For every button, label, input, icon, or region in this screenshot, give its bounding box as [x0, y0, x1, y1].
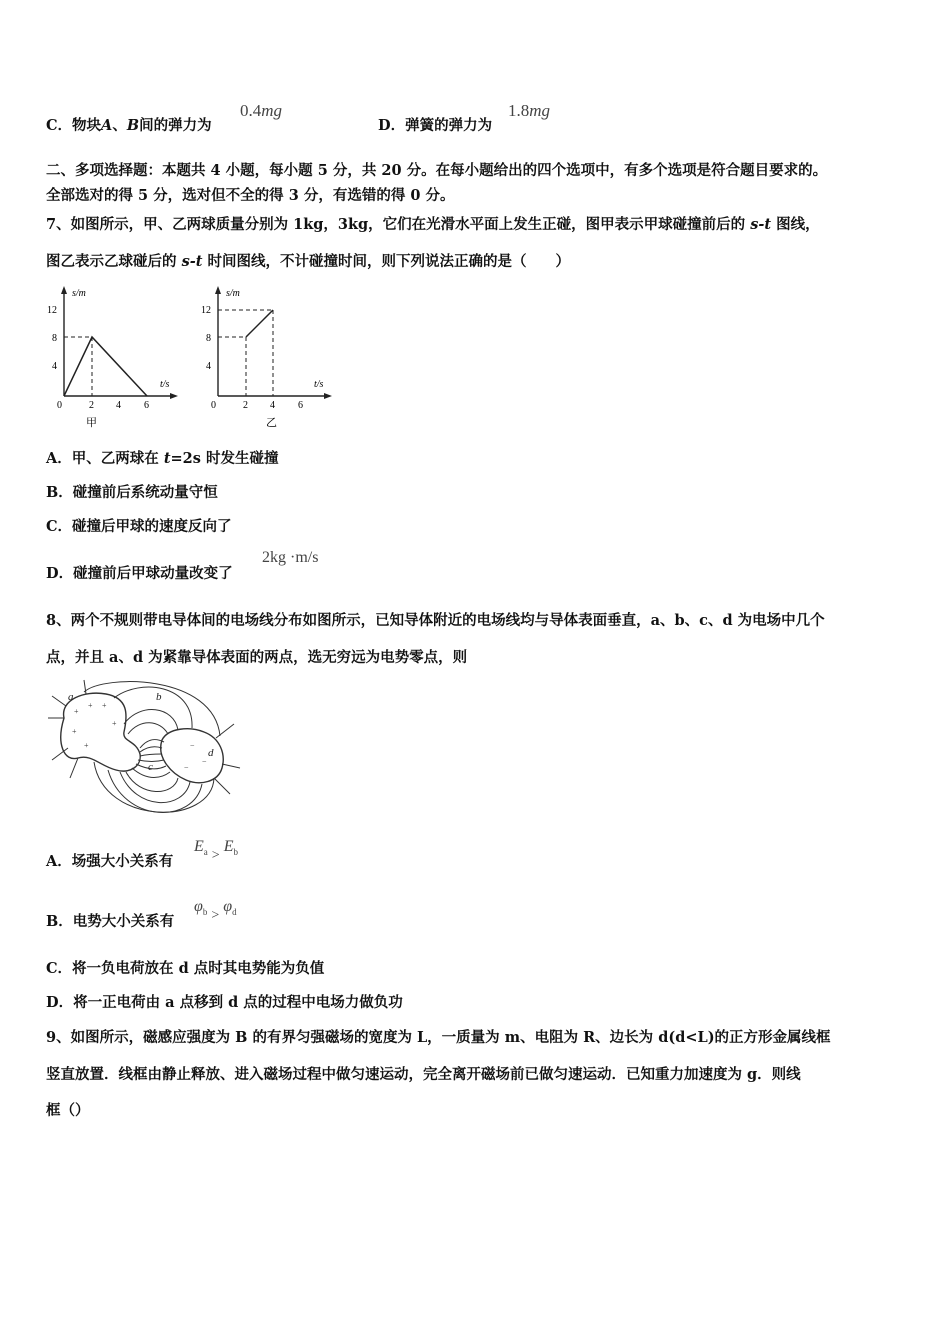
graph-jia [42, 282, 182, 430]
graph-jia-ytick-12: 12 [47, 305, 57, 316]
graph-jia-ytick-4: 4 [52, 361, 57, 372]
graph-yi-xtick-4: 4 [270, 400, 275, 411]
graph-jia-x-label: t/s [160, 379, 170, 390]
right-conductor [161, 729, 223, 783]
graph-yi-y-arrow [215, 286, 221, 294]
point-label-a: a [68, 691, 74, 703]
graph-yi-xtick-0: 0 [211, 400, 216, 411]
graph-yi-x-arrow [324, 393, 332, 399]
q7-option-b: B．碰撞前后系统动量守恒 [46, 484, 218, 501]
graph-jia-xtick-0: 0 [57, 400, 62, 411]
graph-jia-xtick-4: 4 [116, 400, 121, 411]
plus-sign: + [84, 741, 89, 750]
field-lines-figure [44, 678, 244, 828]
q9-stem-line3: 框（） [46, 1102, 90, 1119]
minus-sign: − [190, 741, 195, 750]
q6-option-d-math: 1.8mg [508, 101, 551, 120]
plus-sign: + [88, 701, 93, 710]
point-label-d: d [208, 747, 214, 759]
q8-option-d: D．将一正电荷由 a 点移到 d 点的过程中电场力做负功 [46, 994, 403, 1011]
field-line [214, 778, 230, 794]
minus-sign: − [202, 757, 207, 766]
graph-jia-caption: 甲 [86, 417, 97, 429]
graph-yi-xtick-6: 6 [298, 400, 303, 411]
field-line [94, 762, 214, 812]
graph-yi-y-label: s/m [226, 288, 240, 299]
graph-yi-xtick-2: 2 [243, 400, 248, 411]
q8-stem-line2: 点，并且 a、d 为紧靠导体表面的两点，选无穷远为电势零点，则 [46, 649, 468, 666]
q8-option-a: A．场强大小关系有 [46, 853, 174, 870]
field-line [70, 758, 78, 778]
field-line [52, 696, 66, 706]
q7-option-d: D．碰撞前后甲球动量改变了 [46, 565, 233, 582]
graph-jia-xtick-6: 6 [144, 400, 149, 411]
plus-sign: + [102, 701, 107, 710]
graph-jia-y-label: s/m [72, 288, 86, 299]
q6-option-d: D．弹簧的弹力为 [378, 117, 493, 134]
q8-option-a-math: $E_a > E_b$ [194, 838, 238, 863]
graph-jia-ytick-8: 8 [52, 333, 57, 344]
graph-yi-ytick-12: 12 [201, 305, 211, 316]
graph-jia-x-arrow [170, 393, 178, 399]
graph-yi-ytick-4: 4 [206, 361, 211, 372]
graph-jia-y-arrow [61, 286, 67, 294]
point-label-b: b [156, 691, 162, 703]
graph-yi [196, 282, 336, 430]
field-line [140, 747, 162, 752]
q8-stem-line1: 8、两个不规则带电导体间的电场线分布如图所示，已知导体附近的电场线均与导体表面垂直，a、b、c、d 为电场中几个 [46, 612, 825, 629]
q9-stem-line2: 竖直放置．线框由静止释放、进入磁场过程中做匀速运动，完全离开磁场前已做匀速运动．已知重力加速度为 g．则线 [46, 1066, 801, 1083]
graph-yi-x-label: t/s [314, 379, 324, 390]
q8-option-b-math: $\varphi_b > \varphi_d$ [194, 898, 237, 923]
plus-sign: + [112, 719, 117, 728]
q7-option-d-math: 2kg ·m/s [262, 549, 319, 566]
minus-sign: − [184, 763, 189, 772]
field-line [222, 764, 240, 768]
field-line [140, 754, 162, 756]
section2-heading-line2: 全部选对的得 5 分，选对但不全的得 3 分，有选错的得 0 分。 [46, 187, 455, 204]
field-line [124, 710, 178, 730]
field-line [126, 772, 178, 792]
q8-option-c: C．将一负电荷放在 d 点时其电势能为负值 [46, 960, 325, 977]
graph-yi-line [246, 310, 273, 337]
field-line [128, 723, 168, 734]
q6-option-c-math: 0.4mg [240, 101, 283, 120]
q8-option-b: B．电势大小关系有 [46, 913, 175, 930]
graph-jia-xtick-2: 2 [89, 400, 94, 411]
field-line [216, 724, 234, 738]
point-label-c: c [148, 761, 153, 773]
section2-heading-line1: 二、多项选择题：本题共 4 小题，每小题 5 分，共 20 分。在每小题给出的四个选项中，有多个选项是符合题目要求的。 [46, 162, 828, 179]
graph-jia-line [64, 337, 147, 396]
q6-option-c: C．物块A、B间的弹力为 [46, 117, 212, 134]
graph-yi-ytick-8: 8 [206, 333, 211, 344]
q7-stem-line2: 图乙表示乙球碰后的 s-t 时间图线，不计碰撞时间，则下列说法正确的是（ ） [46, 253, 570, 270]
q7-option-a: A．甲、乙两球在 t=2s 时发生碰撞 [46, 450, 279, 467]
plus-sign: + [72, 727, 77, 736]
plus-sign: + [74, 707, 79, 716]
q9-stem-line1: 9、如图所示，磁感应强度为 B 的有界匀强磁场的宽度为 L，一质量为 m、电阻为 R、边长为 d(d<L)的正方形金属线框 [46, 1029, 831, 1046]
graph-yi-caption: 乙 [266, 417, 277, 429]
q7-stem-line1: 7、如图所示，甲、乙两球质量分别为 1kg，3kg，它们在光滑水平面上发生正碰，图甲表示甲球碰撞前后的 s-t 图线， [46, 216, 820, 233]
q7-option-c: C．碰撞后甲球的速度反向了 [46, 518, 232, 535]
